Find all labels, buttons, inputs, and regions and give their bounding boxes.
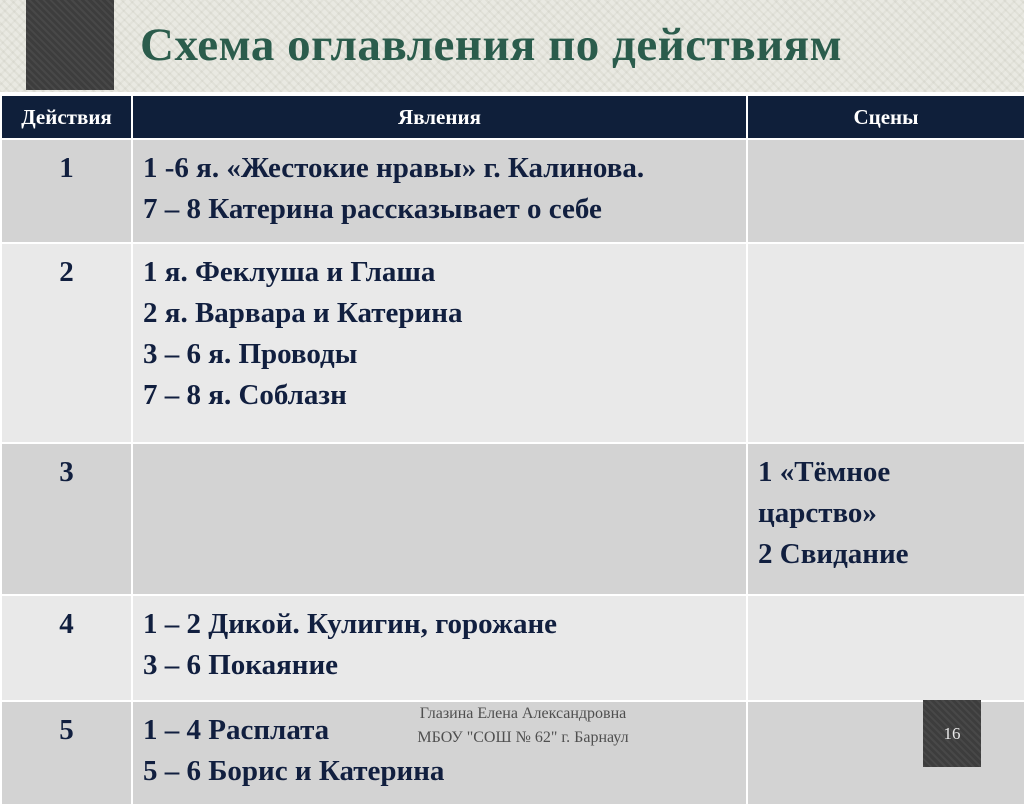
table-row — [1, 595, 1024, 701]
phenomena-line: 2 я. Варвара и Катерина — [143, 297, 463, 329]
phenomena-line: 1 – 4 Расплата — [143, 714, 330, 746]
phenomena-line: 1 я. Феклуша и Глаша — [143, 256, 436, 288]
slide-title: Схема оглавления по действиям — [140, 19, 843, 71]
corner-decoration — [26, 0, 114, 90]
phenomena-line: 7 – 8 я. Соблазн — [143, 379, 347, 411]
phenomena-line: 3 – 6 Покаяние — [143, 649, 339, 681]
act-number: 1 — [1, 139, 132, 243]
scenes-cell — [747, 243, 1024, 443]
header-phenomena: Явления — [132, 95, 747, 139]
page-number: 16 — [923, 700, 981, 767]
scene-line: царство» — [758, 497, 877, 529]
act-number: 2 — [1, 243, 132, 443]
phenomena-line: 5 – 6 Борис и Катерина — [143, 755, 445, 787]
phenomena-cell — [132, 443, 747, 595]
act-number: 4 — [1, 595, 132, 701]
scenes-cell — [747, 139, 1024, 243]
table-row — [1, 443, 1024, 595]
author-name: Глазина Елена Александровна — [419, 705, 627, 722]
footer-credit — [378, 702, 668, 750]
phenomena-line: 7 – 8 Катерина рассказывает о себе — [143, 193, 602, 225]
scenes-cell — [747, 595, 1024, 701]
phenomena-cell — [132, 595, 747, 701]
act-number: 3 — [1, 443, 132, 595]
school-name: МБОУ "СОШ № 62" г. Барнаул — [417, 729, 629, 746]
phenomena-cell — [132, 139, 747, 243]
scenes-cell — [747, 701, 1024, 805]
table-row — [1, 139, 1024, 243]
phenomena-cell — [132, 243, 747, 443]
table-header-row — [1, 95, 1024, 139]
scenes-cell — [747, 443, 1024, 595]
table-row — [1, 243, 1024, 443]
scene-line: 2 Свидание — [758, 538, 909, 570]
header-acts: Действия — [1, 95, 132, 139]
act-number: 5 — [1, 701, 132, 805]
phenomena-line: 3 – 6 я. Проводы — [143, 338, 358, 370]
scene-line: 1 «Тёмное — [758, 456, 891, 488]
contents-table — [0, 94, 1024, 806]
phenomena-line: 1 -6 я. «Жестокие нравы» г. Калинова. — [143, 152, 645, 184]
phenomena-line: 1 – 2 Дикой. Кулигин, горожане — [143, 608, 558, 640]
header-scenes: Сцены — [747, 95, 1024, 139]
